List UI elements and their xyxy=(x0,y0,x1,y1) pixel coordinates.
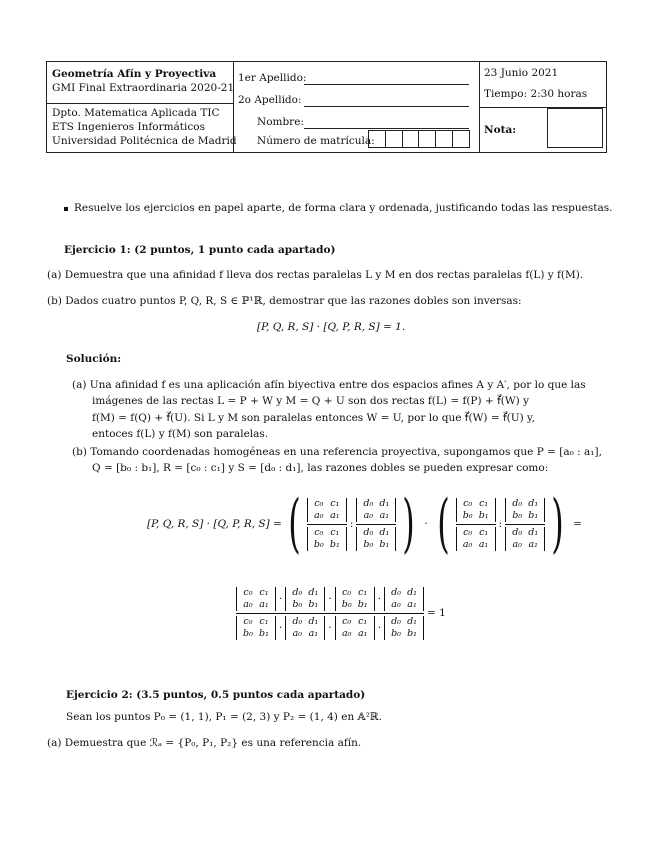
fraction: c₀ c₁ b₀ b₁ c₀ c₁ a₀ a₁ xyxy=(456,498,496,551)
exam-header xyxy=(46,61,607,153)
course-title: Geometría Afín y Proyectiva xyxy=(52,68,217,80)
fraction: c₀ c₁ a₀ a₁ · d₀ d₁ b₀ b₁ · c₀ c₁ b₀ b₁ · d₀ d₁ a₀ a₁ c₀ c₁ b₀ b₁ · d₀ d₁ a₀ a₁ · c₀ c₁ a₀ a₁ · d₀ d₁ b₀ b₁ xyxy=(236,587,424,640)
exercise1-formula: [P, Q, R, S] · [Q, P, R, S] = 1. xyxy=(257,321,406,333)
fraction: d₀ d₁ b₀ b₁ d₀ d₁ a₀ a₁ xyxy=(505,498,545,551)
bullet-icon xyxy=(64,207,68,211)
equation-lhs: [P, Q, R, S] · [Q, P, R, S] = xyxy=(147,518,282,530)
solution-a-line: f(M) = f(Q) + f⃗(U). Si L y M son paralelas entonces W = U, por lo que f⃗(W) = f⃗(U) y, xyxy=(92,412,535,424)
grade-label: Nota: xyxy=(484,124,517,136)
exercise1-title: Ejercicio 1: (2 puntos, 1 punto cada apartado) xyxy=(64,244,336,256)
surname2-field[interactable] xyxy=(304,106,469,107)
exercise1-part-a: (a) Demuestra que una afinidad f lleva dos rectas paralelas L y M en dos rectas paralelas f(L) y f(M). xyxy=(47,269,584,281)
solution-b-line: (b) Tomando coordenadas homogéneas en una referencia proyectiva, supongamos que P = [a₀ : a₁], xyxy=(72,446,602,458)
exercise1-part-b: (b) Dados cuatro puntos P, Q, R, S ∈ ℙ¹ℝ, demostrar que las razones dobles son inversas: xyxy=(47,295,522,307)
enrollment-label: Número de matrícula: xyxy=(257,135,375,147)
surname2-label: 2o Apellido: xyxy=(238,94,302,106)
surname1-label: 1er Apellido: xyxy=(238,72,307,84)
name-field[interactable] xyxy=(304,128,469,129)
exam-date: 23 Junio 2021 xyxy=(484,67,559,79)
exam-name: GMI Final Extraordinaria 2020-21 xyxy=(52,82,235,94)
solution-a-line: imágenes de las rectas L = P + W y M = Q + U son dos rectas f(L) = f(P) + f⃗(W) y xyxy=(92,395,530,407)
solution-a-line: (a) Una afinidad f es una aplicación afín biyectiva entre dos espacios afines A y A′, por lo que las xyxy=(72,379,586,391)
solution-b-line: Q = [b₀ : b₁], R = [c₀ : c₁] y S = [d₀ : d₁], las razones dobles se pueden expresar como: xyxy=(92,462,549,474)
university: Universidad Politécnica de Madrid xyxy=(52,135,237,147)
solution-title: Solución: xyxy=(66,353,122,365)
fraction: c₀ c₁ a₀ a₁ c₀ c₁ b₀ b₁ xyxy=(307,498,347,551)
exercise2-intro: Sean los puntos P₀ = (1, 1), P₁ = (2, 3) y P₂ = (1, 4) en 𝔸²ℝ. xyxy=(66,711,382,723)
equals-sign: = xyxy=(573,518,582,530)
exercise2-part-a: (a) Demuestra que ℛₐ = {P₀, P₁, P₂} es una referencia afín. xyxy=(47,737,362,749)
grade-box xyxy=(547,108,603,148)
solution-a-line: entoces f(L) y f(M) son paralelas. xyxy=(92,428,269,440)
fraction: d₀ d₁ a₀ a₁ d₀ d₁ b₀ b₁ xyxy=(356,498,396,551)
header-divider xyxy=(47,103,233,104)
exam-time: Tiempo: 2:30 horas xyxy=(484,88,588,100)
name-label: Nombre: xyxy=(257,116,304,128)
surname1-field[interactable] xyxy=(304,84,469,85)
enrollment-field[interactable] xyxy=(368,130,470,148)
cross-ratio-equation: [P, Q, R, S] · [Q, P, R, S] = ( c₀ c₁ a₀ a₁ c₀ c₁ b₀ b₁ : d₀ d₁ a₀ a₁ d₀ d₁ b₀ b₁ ) · ( c₀ c₁ b₀ b₁ c₀ c₁ a₀ a₁ : d₀ d₁ b₀ b₁ d₀ d₁ a₀ a₁ ) = xyxy=(147,483,585,565)
school: ETS Ingenieros Informáticos xyxy=(52,121,205,133)
exercise2-title: Ejercicio 2: (3.5 puntos, 0.5 puntos cada apartado) xyxy=(66,689,366,701)
cross-ratio-result xyxy=(236,575,449,651)
equals-one: = 1 xyxy=(427,607,446,619)
department: Dpto. Matematica Aplicada TIC xyxy=(52,107,220,119)
instructions: Resuelve los ejercicios en papel aparte, de forma clara y ordenada, justificando todas las respuestas. xyxy=(74,202,613,214)
